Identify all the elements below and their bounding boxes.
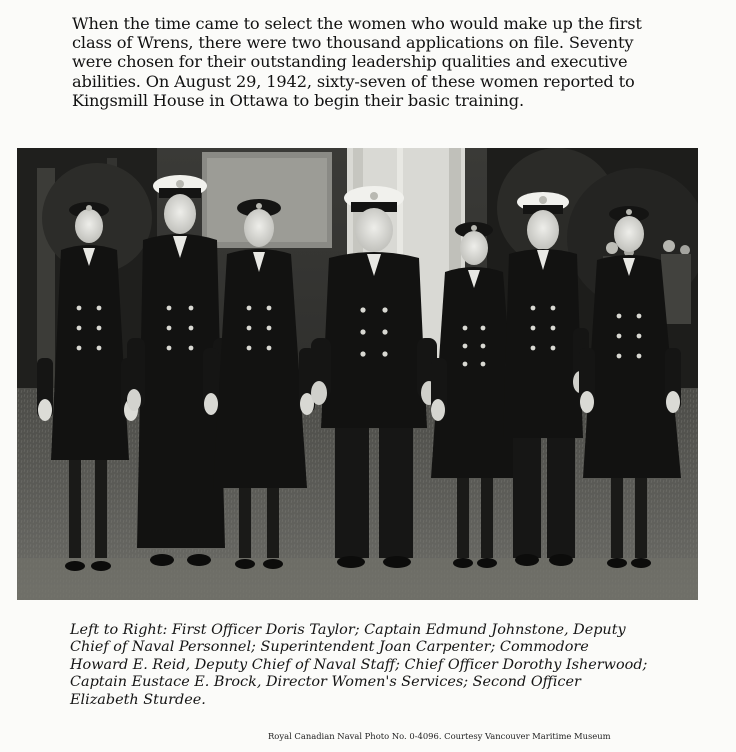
intro-paragraph (72, 14, 672, 110)
intro-line: were chosen for their outstanding leadership qualities and executive (72, 52, 628, 72)
caption-line: Captain Eustace E. Brock, Director Women's Services; Second Officer (70, 674, 581, 691)
intro-line: When the time came to select the women who would make up the first (72, 14, 642, 33)
intro-line: Kingsmill House in Ottawa to begin their basic training. (72, 90, 524, 110)
caption-line: Chief of Naval Personnel; Superintendent Joan Carpenter; Commodore (70, 639, 589, 656)
caption-line: Left to Right: First Officer Doris Taylor; Captain Edmund Johnstone, Deputy (70, 622, 626, 638)
caption-line: Howard E. Reid, Deputy Chief of Naval Staff; Chief Officer Dorothy Isherwood; (70, 656, 648, 673)
group-photo-drawing (17, 148, 698, 600)
intro-line: abilities. On August 29, 1942, sixty-seven of these women reported to (72, 71, 635, 91)
photo-credit: Royal Canadian Naval Photo No. 0-4096. Courtesy Vancouver Maritime Museum (268, 731, 611, 741)
intro-line: class of Wrens, there were two thousand applications on file. Seventy (72, 33, 634, 53)
photo-caption (70, 622, 670, 709)
caption-line: Elizabeth Sturdee. (70, 691, 206, 708)
group-photo (17, 148, 698, 600)
